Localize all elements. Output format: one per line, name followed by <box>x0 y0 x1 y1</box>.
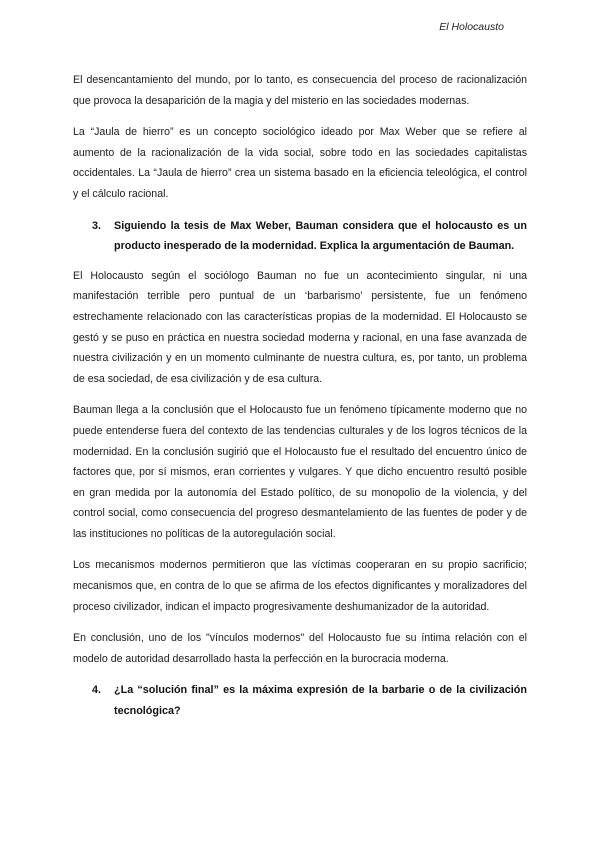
paragraph-desencantamiento: El desencantamiento del mundo, por lo tanto, es consecuencia del proceso de racionalización que provoca la desaparición de la magia y del misterio en las sociedades modernas. <box>73 74 527 107</box>
running-header: El Holocausto <box>439 21 504 33</box>
document-body <box>73 70 527 731</box>
paragraph-mecanismos-modernos: Los mecanismos modernos permitieron que las víctimas cooperaran en su propio sacrificio; mecanismos que, en contra de lo que se afirma de los efectos dignificantes y moralizadores del proceso civilizador, indican el impacto progresivamente deshumanizador de la autoridad. <box>73 559 527 613</box>
paragraph-holocausto-bauman: El Holocausto según el sociólogo Bauman no fue un acontecimiento singular, ni una manifestación terrible pero puntual de un ‘barbarismo’ persistente, fue un fenómeno estrechamente relacionado con las características propias de la modernidad. El Holocausto se gestó y se puso en práctica en nuestra sociedad moderna y racional, en una fase avanzada de nuestra civilización y en un momento culminante de nuestra cultura, es, por tanto, un problema de esa sociedad, de esa civilización y de esa cultura. <box>73 269 527 385</box>
question-4 <box>73 680 527 721</box>
question-3-number: 3. <box>92 219 102 232</box>
paragraph-jaula-de-hierro: La “Jaula de hierro” es un concepto sociológico ideado por Max Weber que se refiere al aumento de la racionalización de la vida social, sobre todo en las sociedades capitalistas occidentales. La “Jaula de hierro” crea un sistema basado en la eficiencia teleológica, el control y el cálculo racional. <box>73 126 527 200</box>
question-3 <box>73 216 527 257</box>
paragraph-conclusion-bauman: Bauman llega a la conclusión que el Holocausto fue un fenómeno típicamente moderno que no puede entenderse fuera del contexto de las tendencias culturales y de los logros técnicos de la modernidad. En la conclusión sugirió que el Holocausto fue el resultado del encuentro único de factores que, por sí mismos, eran corrientes y vulgares. Y que dicho encuentro resultó posible en gran medida por la autonomía del Estado político, de su monopolio de la violencia, y del control social, como consecuencia del progreso desmantelamiento de las fuentes de poder y de las instituciones no políticas de la autoregulación social. <box>73 404 527 540</box>
question-3-text: Siguiendo la tesis de Max Weber, Bauman considera que el holocausto es un producto inesperado de la modernidad. Explica la argumentación de Bauman. <box>114 219 527 253</box>
question-4-number: 4. <box>92 684 102 697</box>
paragraph-vinculos-modernos: En conclusión, uno de los "vínculos modernos" del Holocausto fue su íntima relación con el modelo de autoridad desarrollado hasta la perfección en la burocracia moderna. <box>73 632 527 665</box>
question-4-text: ¿La “solución final” es la máxima expresión de la barbarie o de la civilización tecnológica? <box>114 684 527 718</box>
